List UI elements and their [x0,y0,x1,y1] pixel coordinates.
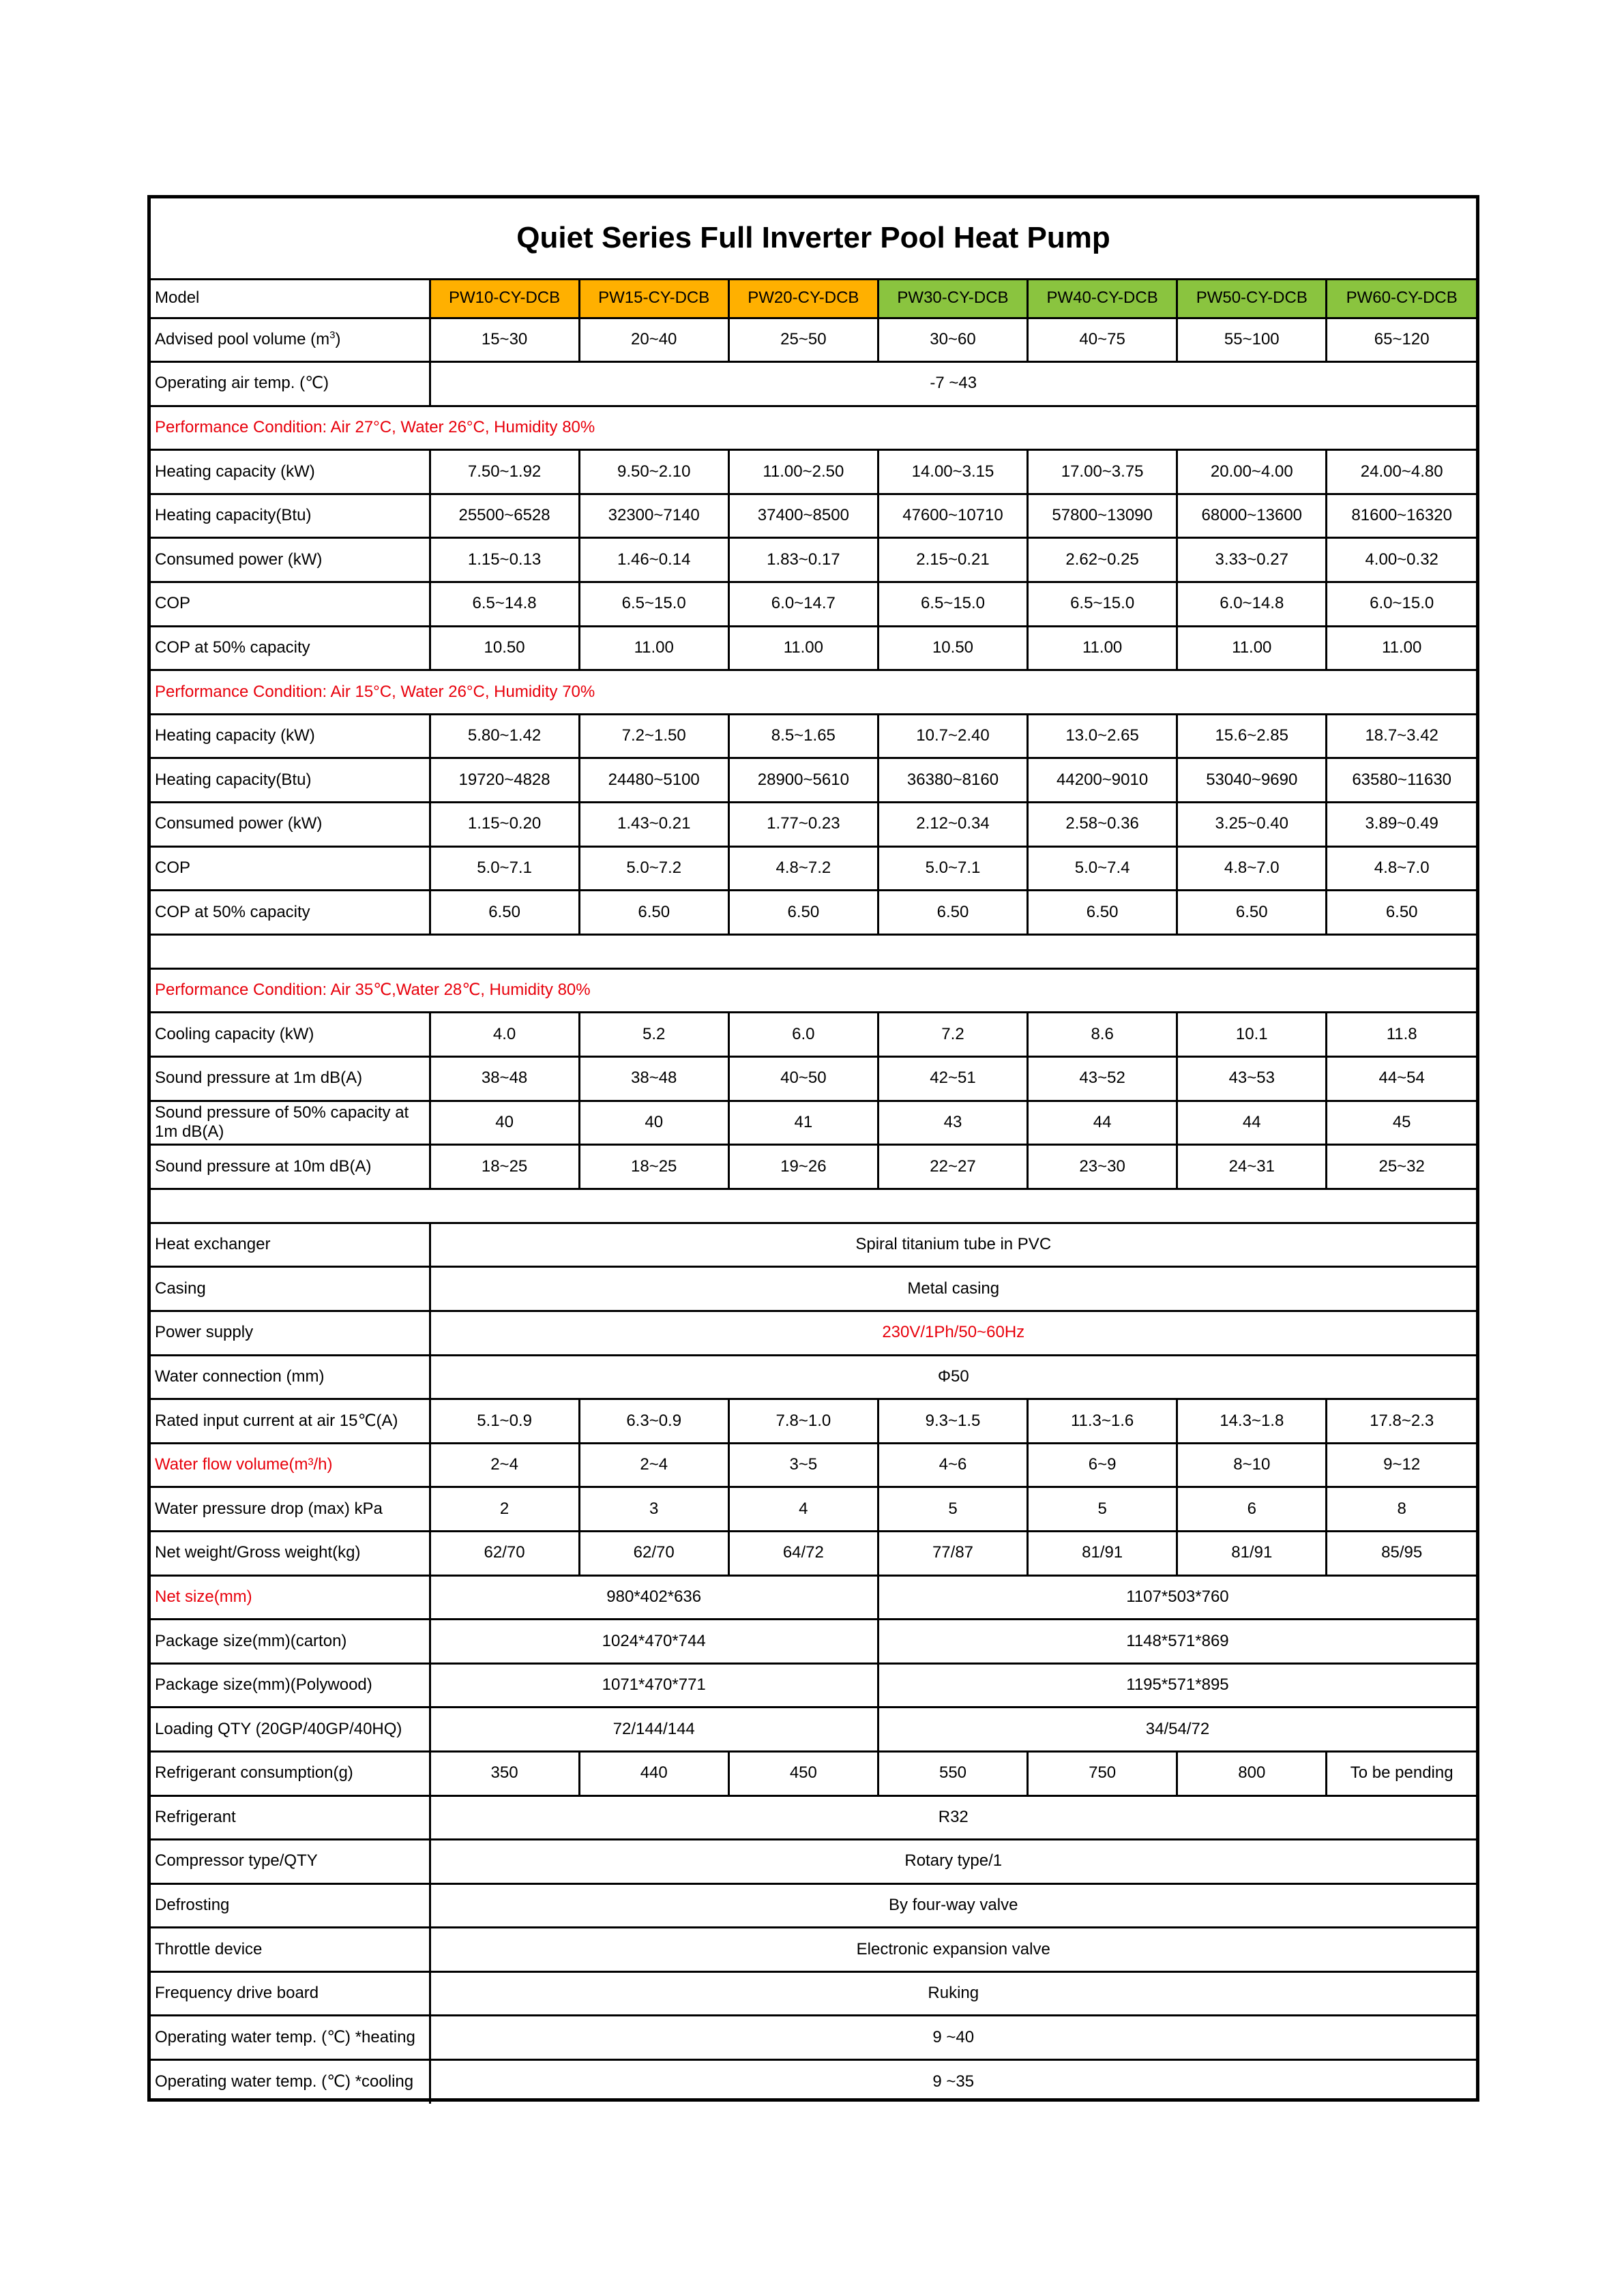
value-cell: 6.0 [728,1013,878,1057]
value-cell: 6.5~15.0 [1028,582,1177,627]
value-cell: 750 [1028,1751,1177,1795]
table-row [151,846,1476,891]
model-header-cell: PW50-CY-DCB [1177,279,1327,318]
row-label-text: Water pressure drop (max) kPa [155,1499,383,1518]
value-cell: 24480~5100 [579,758,728,803]
value-cell: 11.00 [728,626,878,670]
value-cell: 9 ~35 [430,2060,1476,2104]
value-cell: 8 [1327,1487,1476,1532]
value-cell: 15.6~2.85 [1177,714,1327,758]
value-cell: 9~12 [1327,1443,1476,1487]
row-label [151,538,430,582]
row-label [151,318,430,362]
value-cell: 6 [1177,1487,1327,1532]
table-row [151,1971,1476,2016]
row-label-text: Operating air temp. (℃) [155,374,329,393]
row-label [151,1663,430,1708]
value-cell: 6.0~14.8 [1177,582,1327,627]
row-label [151,1795,430,1840]
value-cell: 6.50 [878,891,1027,935]
table-row [151,1399,1476,1444]
spacer-row [151,934,1476,968]
value-cell: 47600~10710 [878,494,1027,538]
table-row [151,891,1476,935]
table-row [151,670,1476,715]
value-cell: 9.50~2.10 [579,450,728,494]
row-label-text: Cooling capacity (kW) [155,1024,314,1043]
table-row [151,1145,1476,1189]
row-label [151,1399,430,1444]
value-cell: 2.15~0.21 [878,538,1027,582]
value-cell: 62/70 [430,1531,579,1575]
table-row [151,1663,1476,1708]
row-label [151,1145,430,1189]
value-cell: 23~30 [1028,1145,1177,1189]
value-cell: 38~48 [430,1057,579,1101]
row-label-text: Power supply [155,1323,254,1342]
row-label [151,582,430,627]
value-cell: 30~60 [878,318,1027,362]
row-label-text: Casing [155,1279,206,1298]
row-label-text: Refrigerant [155,1807,236,1826]
value-cell: 57800~13090 [1028,494,1177,538]
value-cell: 5.0~7.1 [878,846,1027,891]
value-cell: 18~25 [430,1145,579,1189]
table-row [151,934,1476,968]
table-row [151,450,1476,494]
row-label-text: Operating water temp. (℃) *heating [155,2027,415,2046]
value-cell: 5.0~7.2 [579,846,728,891]
value-cell: 2~4 [579,1443,728,1487]
table-row [151,1531,1476,1575]
value-cell: 800 [1177,1751,1327,1795]
value-cell: 44200~9010 [1028,758,1177,803]
value-cell: 4.0 [430,1013,579,1057]
table-row [151,1928,1476,1972]
model-header-cell: PW40-CY-DCB [1028,279,1177,318]
table-row [151,1840,1476,1884]
row-label-text: Frequency drive board [155,1984,319,2003]
table-row [151,803,1476,847]
value-cell: 19~26 [728,1145,878,1189]
row-label [151,450,430,494]
table-row [151,1057,1476,1101]
table-row [151,538,1476,582]
value-cell: 4.8~7.2 [728,846,878,891]
table-row [151,2016,1476,2060]
value-cell: 550 [878,1751,1027,1795]
table-row [151,1575,1476,1620]
value-cell: 11.00 [579,626,728,670]
value-cell: 38~48 [579,1057,728,1101]
spec-table [151,198,1476,2104]
value-cell: 9.3~1.5 [878,1399,1027,1444]
value-cell: 62/70 [579,1531,728,1575]
value-cell: 32300~7140 [579,494,728,538]
row-label-superscript: 3 [329,329,336,342]
value-cell: 81/91 [1177,1531,1327,1575]
value-cell: 4~6 [878,1443,1027,1487]
value-cell: 350 [430,1751,579,1795]
row-label-text: Net weight/Gross weight(kg) [155,1543,361,1562]
value-cell: 230V/1Ph/50~60Hz [430,1311,1476,1355]
value-cell: 11.00 [1028,626,1177,670]
value-cell: 2~4 [430,1443,579,1487]
row-label [151,1971,430,2016]
row-label-text: Heat exchanger [155,1235,271,1254]
model-header-cell: PW10-CY-DCB [430,279,579,318]
row-label [151,362,430,406]
value-cell: 5.80~1.42 [430,714,579,758]
value-cell: 5 [878,1487,1027,1532]
row-label [151,714,430,758]
table-row [151,1620,1476,1664]
row-label-text: Operating water temp. (℃) *cooling [155,2072,414,2091]
title-row [151,198,1476,279]
value-cell: 5.0~7.4 [1028,846,1177,891]
row-label [151,2060,430,2104]
value-cell: 5 [1028,1487,1177,1532]
value-cell: 22~27 [878,1145,1027,1189]
value-cell: 3~5 [728,1443,878,1487]
value-cell: 28900~5610 [728,758,878,803]
value-cell: 14.3~1.8 [1177,1399,1327,1444]
value-cell: 5.1~0.9 [430,1399,579,1444]
row-label-text: COP [155,594,191,613]
value-cell: 3 [579,1487,728,1532]
value-cell: 7.50~1.92 [430,450,579,494]
table-row [151,1223,1476,1267]
row-label-text: Package size(mm)(Polywood) [155,1675,372,1695]
row-label [151,1928,430,1972]
value-cell: 6.50 [1028,891,1177,935]
value-cell: 40 [430,1101,579,1145]
spacer-row [151,1189,1476,1223]
value-cell: 43~53 [1177,1057,1327,1101]
value-cell: 6.0~14.7 [728,582,878,627]
table-row [151,1101,1476,1145]
value-cell: 1.83~0.17 [728,538,878,582]
value-cell: 8.5~1.65 [728,714,878,758]
value-cell: 11.8 [1327,1013,1476,1057]
table-row [151,1751,1476,1795]
value-cell: 2 [430,1487,579,1532]
row-label-text: Heating capacity (kW) [155,726,315,745]
value-cell: 43~52 [1028,1057,1177,1101]
value-cell: 19720~4828 [430,758,579,803]
table-row [151,1355,1476,1399]
row-label [151,1223,430,1267]
value-cell: 440 [579,1751,728,1795]
value-cell: 45 [1327,1101,1476,1145]
value-cell: R32 [430,1795,1476,1840]
model-header-cell: PW30-CY-DCB [878,279,1027,318]
row-label [151,1575,430,1620]
value-cell: 25~32 [1327,1145,1476,1189]
value-cell: 44 [1177,1101,1327,1145]
table-row [151,1443,1476,1487]
value-cell: 34/54/72 [878,1708,1476,1752]
value-cell: 11.00 [1177,626,1327,670]
value-cell: 1.43~0.21 [579,803,728,847]
value-cell: 1.15~0.13 [430,538,579,582]
value-cell: 81/91 [1028,1531,1177,1575]
value-cell: 40~75 [1028,318,1177,362]
row-label-text: Net size(mm) [155,1587,252,1606]
row-label [151,1311,430,1355]
value-cell: 36380~8160 [878,758,1027,803]
value-cell: 1.46~0.14 [579,538,728,582]
value-cell: 1.15~0.20 [430,803,579,847]
value-cell: 15~30 [430,318,579,362]
value-cell: 63580~11630 [1327,758,1476,803]
value-cell: 64/72 [728,1531,878,1575]
row-label [151,1883,430,1928]
table-row [151,1883,1476,1928]
value-cell: 1148*571*869 [878,1620,1476,1664]
value-cell: 41 [728,1101,878,1145]
table-row [151,626,1476,670]
value-cell: 37400~8500 [728,494,878,538]
value-cell: 10.1 [1177,1013,1327,1057]
table-row [151,1708,1476,1752]
table-row [151,1487,1476,1532]
row-label-text: Advised pool volume (m [155,330,330,349]
value-cell: By four-way valve [430,1883,1476,1928]
table-row [151,406,1476,450]
value-cell: 2.58~0.36 [1028,803,1177,847]
row-label [151,2016,430,2060]
row-label [151,1840,430,1884]
value-cell: 42~51 [878,1057,1027,1101]
value-cell: 7.2~1.50 [579,714,728,758]
spec-sheet [147,195,1479,2102]
value-cell: 20~40 [579,318,728,362]
table-row [151,582,1476,627]
value-cell: 25~50 [728,318,878,362]
value-cell: 6.50 [1327,891,1476,935]
value-cell: 81600~16320 [1327,494,1476,538]
table-row [151,968,1476,1013]
value-cell: 6.5~14.8 [430,582,579,627]
row-label-text: COP [155,859,191,878]
value-cell: 11.00~2.50 [728,450,878,494]
value-cell: 44 [1028,1101,1177,1145]
value-cell: Rotary type/1 [430,1840,1476,1884]
row-label-text: Sound pressure at 10m dB(A) [155,1157,372,1176]
value-cell: 10.50 [878,626,1027,670]
value-cell: 1.77~0.23 [728,803,878,847]
model-header-cell: PW60-CY-DCB [1327,279,1476,318]
value-cell: 10.50 [430,626,579,670]
value-cell: 77/87 [878,1531,1027,1575]
value-cell: 20.00~4.00 [1177,450,1327,494]
table-row [151,1267,1476,1311]
table-row [151,2060,1476,2104]
value-cell: 2.62~0.25 [1028,538,1177,582]
row-label-text: COP at 50% capacity [155,902,310,921]
performance-condition-label: Performance Condition: Air 15°C, Water 26°C, Humidity 70% [151,670,1476,715]
row-label [151,494,430,538]
value-cell: 7.8~1.0 [728,1399,878,1444]
row-label [151,1751,430,1795]
row-label-text: Water connection (mm) [155,1367,325,1386]
value-cell: 18~25 [579,1145,728,1189]
row-label [151,1267,430,1311]
value-cell: 18.7~3.42 [1327,714,1476,758]
row-label-text: Water flow volume(m³/h) [155,1455,333,1474]
value-cell: 65~120 [1327,318,1476,362]
value-cell: Electronic expansion valve [430,1928,1476,1972]
row-label-text: Package size(mm)(carton) [155,1631,347,1650]
value-cell: 6.50 [728,891,878,935]
value-cell: 6.3~0.9 [579,1399,728,1444]
value-cell: 4.8~7.0 [1327,846,1476,891]
value-cell: 40~50 [728,1057,878,1101]
value-cell: Ruking [430,1971,1476,2016]
table-row [151,1013,1476,1057]
row-label [151,1013,430,1057]
row-label-text: Consumed power (kW) [155,814,323,833]
value-cell: 8~10 [1177,1443,1327,1487]
row-label-text: Throttle device [155,1939,263,1958]
value-cell: 1071*470*771 [430,1663,878,1708]
row-label [151,803,430,847]
value-cell: 17.00~3.75 [1028,450,1177,494]
value-cell: 6.50 [430,891,579,935]
value-cell: 10.7~2.40 [878,714,1027,758]
row-label [151,891,430,935]
row-label-suffix: ) [335,330,341,349]
row-label-text: Compressor type/QTY [155,1851,318,1870]
page-title: Quiet Series Full Inverter Pool Heat Pump [151,198,1476,279]
value-cell: 1195*571*895 [878,1663,1476,1708]
row-label-text: Heating capacity(Btu) [155,506,312,525]
value-cell: 24~31 [1177,1145,1327,1189]
value-cell: 43 [878,1101,1027,1145]
value-cell: 25500~6528 [430,494,579,538]
table-row [151,318,1476,362]
row-label [151,846,430,891]
value-cell: 6.5~15.0 [579,582,728,627]
value-cell: 4.8~7.0 [1177,846,1327,891]
value-cell: 72/144/144 [430,1708,878,1752]
value-cell: 5.0~7.1 [430,846,579,891]
value-cell: 11.3~1.6 [1028,1399,1177,1444]
row-label-text: Defrosting [155,1896,230,1915]
value-cell: 3.25~0.40 [1177,803,1327,847]
row-label-text: Refrigerant consumption(g) [155,1763,353,1783]
value-cell: 24.00~4.80 [1327,450,1476,494]
value-cell: Metal casing [430,1267,1476,1311]
value-cell: 7.2 [878,1013,1027,1057]
value-cell: 68000~13600 [1177,494,1327,538]
value-cell: -7 ~43 [430,362,1476,406]
value-cell: 11.00 [1327,626,1476,670]
row-label [151,1057,430,1101]
value-cell: 17.8~2.3 [1327,1399,1476,1444]
value-cell: 6.50 [1177,891,1327,935]
model-header-row [151,279,1476,318]
row-label [151,758,430,803]
row-label-text: Sound pressure at 1m dB(A) [155,1069,363,1088]
value-cell: 6.0~15.0 [1327,582,1476,627]
value-cell: 9 ~40 [430,2016,1476,2060]
row-label [151,1355,430,1399]
row-label [151,626,430,670]
row-label-text: Heating capacity (kW) [155,462,315,481]
row-label [151,1531,430,1575]
row-label [151,1487,430,1532]
value-cell: 1107*503*760 [878,1575,1476,1620]
table-row [151,1795,1476,1840]
value-cell: 1024*470*744 [430,1620,878,1664]
value-cell: 55~100 [1177,318,1327,362]
value-cell: 4.00~0.32 [1327,538,1476,582]
value-cell: 85/95 [1327,1531,1476,1575]
row-label-text: Rated input current at air 15℃(A) [155,1411,398,1430]
value-cell: 14.00~3.15 [878,450,1027,494]
value-cell: 4 [728,1487,878,1532]
value-cell: 3.89~0.49 [1327,803,1476,847]
table-row [151,758,1476,803]
value-cell: 980*402*636 [430,1575,878,1620]
value-cell: 5.2 [579,1013,728,1057]
row-label [151,1620,430,1664]
value-cell: 40 [579,1101,728,1145]
row-label-text: COP at 50% capacity [155,638,310,657]
value-cell: 3.33~0.27 [1177,538,1327,582]
row-label-text: Heating capacity(Btu) [155,770,312,789]
value-cell: 2.12~0.34 [878,803,1027,847]
value-cell: 6.5~15.0 [878,582,1027,627]
table-row [151,494,1476,538]
table-row [151,714,1476,758]
row-label [151,1443,430,1487]
row-label-text: Sound pressure of 50% capacity at 1m dB(A) [155,1103,409,1142]
value-cell: 6.50 [579,891,728,935]
row-label [151,1708,430,1752]
model-label: Model [151,279,430,318]
performance-condition-label: Performance Condition: Air 35℃,Water 28℃, Humidity 80% [151,968,1476,1013]
value-cell: 6~9 [1028,1443,1177,1487]
value-cell: 8.6 [1028,1013,1177,1057]
table-row [151,362,1476,406]
table-row [151,1189,1476,1223]
value-cell: 44~54 [1327,1057,1476,1101]
model-header-cell: PW20-CY-DCB [728,279,878,318]
value-cell: Spiral titanium tube in PVC [430,1223,1476,1267]
value-cell: 53040~9690 [1177,758,1327,803]
value-cell: 13.0~2.65 [1028,714,1177,758]
row-label [151,1101,430,1145]
value-cell: Φ50 [430,1355,1476,1399]
performance-condition-label: Performance Condition: Air 27°C, Water 26°C, Humidity 80% [151,406,1476,450]
model-header-cell: PW15-CY-DCB [579,279,728,318]
value-cell: 450 [728,1751,878,1795]
table-row [151,1311,1476,1355]
row-label-text: Consumed power (kW) [155,550,323,569]
value-cell: To be pending [1327,1751,1476,1795]
row-label-text: Loading QTY (20GP/40GP/40HQ) [155,1719,402,1738]
